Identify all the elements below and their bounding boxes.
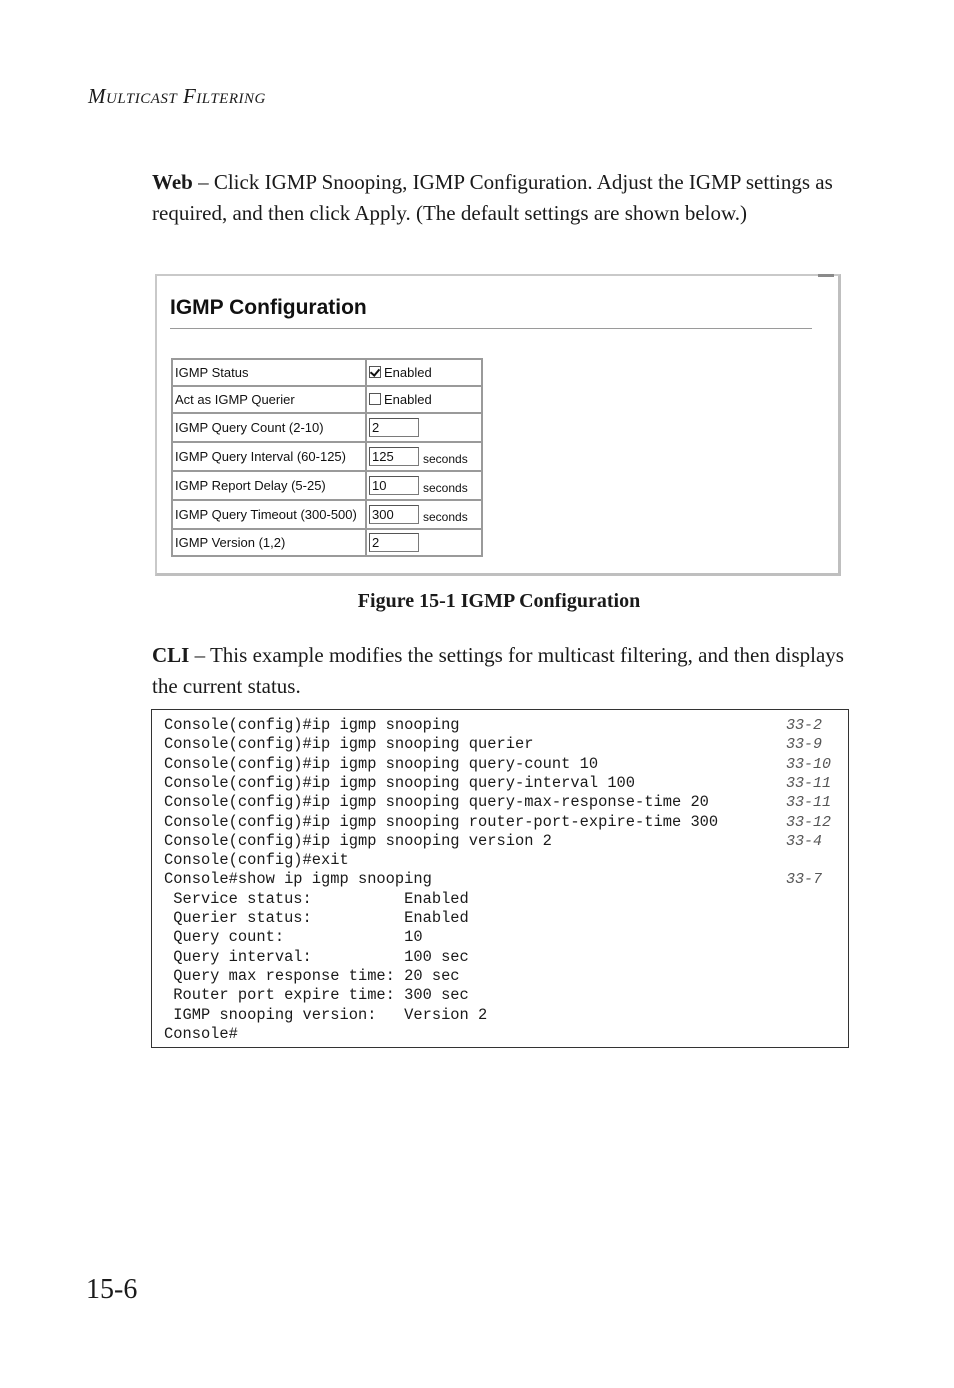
setting-label: Act as IGMP Querier — [172, 386, 366, 413]
code-line: Service status: Enabled — [164, 889, 469, 908]
setting-label: IGMP Status — [172, 359, 366, 386]
page-reference: 33-10 — [786, 755, 832, 773]
setting-value-cell — [366, 471, 482, 500]
web-lead: Web — [152, 170, 193, 194]
page-reference: 33-11 — [786, 774, 832, 792]
code-line: Querier status: Enabled — [164, 909, 469, 927]
setting-value-cell — [366, 500, 482, 529]
cli-text: – This example modifies the settings for multicast filtering, and then displays the current status. — [152, 643, 844, 698]
code-line: Console(config)#ip igmp snooping version 2 — [164, 831, 552, 850]
code-line: Console(config)#ip igmp snooping query-max-response-time 20 — [164, 793, 709, 812]
page-reference: 33-9 — [786, 736, 823, 754]
setting-label: IGMP Report Delay (5-25) — [172, 471, 366, 500]
title-divider — [170, 328, 812, 329]
settings-row — [172, 529, 482, 556]
setting-input[interactable]: 2 — [369, 533, 419, 552]
code-line: Query interval: 100 sec — [164, 947, 469, 966]
code-line: Console# — [164, 1024, 238, 1043]
screenshot-edge-mark — [818, 274, 834, 277]
enabled-checkbox[interactable] — [369, 393, 381, 405]
settings-row — [172, 471, 482, 500]
cli-instructions — [152, 640, 852, 702]
settings-row — [172, 442, 482, 471]
page-reference: 33-2 — [786, 717, 823, 734]
page-reference: 33-11 — [786, 794, 832, 812]
settings-row — [172, 500, 482, 529]
code-line: Console(config)#exit — [164, 851, 349, 870]
checkbox-label: Enabled — [384, 365, 432, 380]
setting-value-cell — [366, 529, 482, 556]
igmp-settings-table — [171, 358, 483, 557]
setting-input[interactable]: 125 — [369, 447, 419, 466]
screenshot-title: IGMP Configuration — [170, 296, 367, 319]
code-line: Console(config)#ip igmp snooping querier — [164, 735, 534, 754]
unit-label: seconds — [423, 452, 468, 467]
page-number: 15-6 — [86, 1274, 138, 1305]
web-text: – Click IGMP Snooping, IGMP Configuration. Adjust the IGMP settings as required, and then click Apply. (The default settings are shown below.) — [152, 170, 833, 225]
checkbox-label: Enabled — [384, 392, 432, 407]
figure-caption: Figure 15-1 IGMP Configuration — [357, 590, 641, 612]
code-line: Console(config)#ip igmp snooping — [164, 716, 460, 734]
code-line: Console(config)#ip igmp snooping query-count 10 — [164, 754, 599, 773]
setting-label: IGMP Query Timeout (300-500) — [172, 500, 366, 529]
code-line: Query count: 10 — [164, 928, 423, 947]
unit-label: seconds — [423, 481, 468, 496]
setting-label: IGMP Version (1,2) — [172, 529, 366, 556]
setting-value-cell — [366, 359, 482, 386]
setting-input[interactable]: 10 — [369, 476, 419, 495]
page-reference: 33-4 — [786, 832, 823, 850]
running-head: Multicast Filtering — [88, 84, 266, 108]
code-line: Console#show ip igmp snooping — [164, 870, 432, 889]
settings-row — [172, 359, 482, 386]
settings-row — [172, 413, 482, 442]
cli-lead: CLI — [152, 643, 190, 667]
setting-value-cell — [366, 413, 482, 442]
enabled-checkbox[interactable] — [369, 366, 381, 378]
web-instructions — [152, 167, 852, 229]
igmp-config-screenshot — [155, 274, 841, 576]
page-reference: 33-7 — [786, 871, 823, 889]
setting-input[interactable]: 300 — [369, 505, 419, 524]
code-line: Console(config)#ip igmp snooping query-interval 100 — [164, 773, 636, 792]
setting-label: IGMP Query Count (2-10) — [172, 413, 366, 442]
page-reference: 33-12 — [786, 813, 832, 831]
setting-input[interactable]: 2 — [369, 418, 419, 437]
setting-label: IGMP Query Interval (60-125) — [172, 442, 366, 471]
cli-code-block — [151, 709, 849, 1048]
unit-label: seconds — [423, 510, 468, 525]
code-line: IGMP snooping version: Version 2 — [164, 1005, 488, 1024]
code-line: Router port expire time: 300 sec — [164, 986, 469, 1005]
code-line: Console(config)#ip igmp snooping router-port-expire-time 300 — [164, 812, 719, 831]
setting-value-cell — [366, 386, 482, 413]
code-line: Query max response time: 20 sec — [164, 966, 460, 985]
settings-row — [172, 386, 482, 413]
setting-value-cell — [366, 442, 482, 471]
